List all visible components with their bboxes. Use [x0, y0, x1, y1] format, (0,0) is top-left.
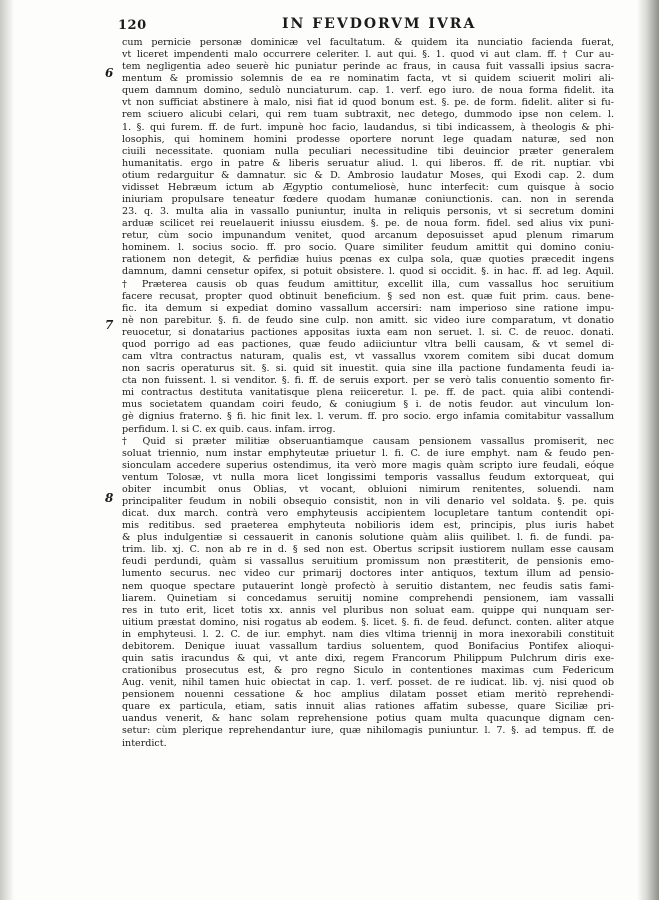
text-line: non sacris operaturus sit. §. si. quid sit inuestit. quia sine illa pactione fundamenta feudi ia-: [122, 363, 614, 375]
text-line: † Præterea causis ob quas feudum amittitur, excellit illa, cum vassallus hoc seruitium: [122, 278, 614, 290]
text-line: lumento securus. nec video cur primarij doctores inter antiquos, textum illum ad pensio-: [122, 568, 614, 580]
text-line: liarem. Quinetiam si concedamus seruitij nomine comprehendi pensionem, iam vassalli: [122, 592, 614, 604]
page-right-edge: [637, 0, 659, 900]
text-line: interdict.: [122, 737, 167, 749]
text-line: tem negligentia adeo seuerè hic puniatur perinde ac fraus, in causa fuit vassalli ipsius sacra-: [122, 61, 614, 73]
text-line: mentum & promissio solemnis de ea re nominatim facta, vt si quidem sciuerit moliri ali-: [122, 73, 614, 85]
text-line: fic. ita demum si expediat domino vassallum accersiri: nam imperioso sine ratione impu-: [122, 302, 614, 314]
text-line: mis reditibus. sed praeterea emphyteuta nobilioris idem est, principis, plus iuris habet: [122, 520, 614, 532]
text-line: nem quoque spectare putauerint longè profectò à seruitio distantem, nec feudis satis fami-: [122, 580, 614, 592]
margin-number-6: 6: [105, 66, 114, 80]
text-line: uandus venerit, & hanc solam reprehensione potius quam multa quacunque dignam cen-: [122, 713, 614, 725]
text-line: dicat. dux march. contrà vero emphyteusis accipientem locupletare tantum contendit opi-: [122, 508, 614, 520]
text-line: soluat triennio, num instar emphyteutæ priuetur l. fi. C. de iure emphyt. nam & feudo pen-: [122, 447, 614, 459]
text-line: debitorem. Denique iuuat vassallum tardius soluentem, quod Bonifacius Pontifex alioqui-: [122, 640, 614, 652]
text-line: nè non parebitur. §. fi. de feudo sine culp. non amitt. sic video iure comparatum, vt donatio: [122, 314, 614, 326]
text-line: Aug. venit, nihil tamen huic obiectat in cap. 1. verf. posset. de re iudicat. lib. vj. nisi quod ob: [122, 677, 614, 689]
text-line: 1. §. qui furem. ff. de furt. impunè hoc facio, laudandus, si tibi indicassem, à theologis & phi-: [122, 121, 614, 133]
text-line: vt non sufficiat abstinere à malo, nisi fiat id quod bonum est. §. pe. de form. fidelit. aliter si fu-: [122, 97, 614, 109]
text-line: iniuriam propulsare teneatur fœdere quodam humanæ coniunctionis. can. non in serenda: [122, 194, 614, 206]
text-line: vidisset Hebræum ictum ab Ægyptio contumeliosè, hunc interfecit: cum quisque à socio: [122, 181, 614, 193]
text-line: reuocetur, si donatarius pactiones appositas iuxta eam non seruet. l. si. C. de reuoc. donati.: [122, 326, 614, 338]
text-line: cam vltra contractus naturam, qualis est, vt vassallus vxorem comitem sibi ducat domum: [122, 351, 614, 363]
text-line: ciuili necessitate. quoniam nulla peculiari necessitudine tibi deuincior præter generalem: [122, 145, 614, 157]
text-line: facere recusat, propter quod obtinuit beneficium. § sed non est. quæ fuit prim. caus. bene-: [122, 290, 614, 302]
text-line: pensionem nouenni cessatione & hoc amplius dilatam posset etiam meritò reprehendi-: [122, 689, 614, 701]
text-line: res in tuto erit, licet totis xx. annis vel pluribus non soluat eam. quippe qui nunquam ser-: [122, 604, 614, 616]
text-line: 23. q. 3. multa alia in vassallo puniuntur, inulta in reliquis personis, vt si secretum domini: [122, 206, 614, 218]
text-line: arduæ scilicet rei reuelauerit iniussu eiusdem. §. pe. de noua form. fidel. sed alius vix puni-: [122, 218, 614, 230]
text-line: † Quid si præter militiæ obseruantiamque causam pensionem vassallus promiserit, nec: [122, 435, 614, 447]
text-line: in emphyteusi. l. 2. C. de iur. emphyt. nam dies vltima triennij in mora inexorabili constituit: [122, 628, 614, 640]
text-line: mi contractus destituta vanitatisque plena reiiceretur. l. pe. ff. de pact. quia alibi contendi-: [122, 387, 614, 399]
text-line: humanitatis. ergo in patre & liberis seruatur aliud. l. qui liberos. ff. de rit. nuptiar. vbi: [122, 157, 614, 169]
text-line: retur, cùm socio impunandum venitet, quod arcanum deposuisset apud plenum rimarum: [122, 230, 614, 242]
margin-number-8: 8: [105, 491, 114, 505]
text-line: sionculam accedere superius ostendimus, ita verò more magis quàm scripto iure feudali, eóque: [122, 459, 614, 471]
page-number: 120: [118, 18, 147, 33]
text-line: uitium præstat domino, nisi rogatus ab eodem. §. licet. §. fi. de feud. defunct. conten. aliter atque: [122, 616, 614, 628]
text-line: mus societatem quandam coiri feudo, & coniugium § i. de notis feudor. aut vinculum lon-: [122, 399, 614, 411]
text-line: & plus indulgentiæ si cessauerit in canonis solutione quàm aliis quilibet. l. fi. de fundi. pa-: [122, 532, 614, 544]
text-line: gè dignius fraterno. § fi. hic finit lex. l. verum. ff. pro socio. ergo infamia comitabitur vassallum: [122, 411, 614, 423]
text-line: quod porrigo ad eas pactiones, quæ feudo adiiciuntur vltra belli causam, & vt semel di-: [122, 338, 614, 350]
page-left-shadow: [0, 0, 14, 900]
margin-number-7: 7: [105, 318, 114, 332]
text-line: obiter incumbit onus Oblias, vt vocant, obluioni nimirum renitentes, soluendi. nam: [122, 483, 614, 495]
text-line: quare ex particula, etiam, satis innuit alias rationes affatim subesse, quare Siciliæ pri-: [122, 701, 614, 713]
text-line: feudi perdundi, quàm si vassallus seruitium promissum non præstiterit, de pensionis emo-: [122, 556, 614, 568]
text-line: hominem. l. socius socio. ff. pro socio. Quare similiter feudum amittit qui domino coniu-: [122, 242, 614, 254]
text-line: quem damnum domino, sedulò nunciaturum. cap. 1. verf. ego iuro. de noua forma fidelit. ita: [122, 85, 614, 97]
running-title: IN FEVDORVM IVRA: [282, 16, 477, 32]
text-line: setur: cùm plerique reprehendantur iure, quæ nihilomagis puniuntur. l. 7. §. ad tempus. ff. de: [122, 725, 614, 737]
text-line: cta non fuissent. l. si venditor. §. fi. ff. de seruis export. per se verò talis conuentio somento fir-: [122, 375, 614, 387]
text-line: damnum, damni censetur opifex, si potuit obsistere. l. quod si occidit. §. in hac. ff. ad leg. Aquil.: [122, 266, 614, 278]
text-line: perfidum. l. si C. ex quib. caus. infam. irrog.: [122, 423, 336, 435]
main-text-block: [122, 37, 614, 750]
text-line: ventum Tolosæ, vt nulla mora licet longissimi temporis vassallus feudum extorqueat, qui: [122, 471, 614, 483]
text-line: quin satis iracundus & qui, vt ante dixi, regem Francorum Philippum Pulchrum diris exe-: [122, 652, 614, 664]
text-line: cum pernicie personæ dominicæ vel facultatum. & quidem ita nunciatio facienda fuerat,: [122, 37, 614, 48]
text-line: losophis, qui hominem homini prodesse oportere norunt lege quadam naturæ, sed non: [122, 133, 614, 145]
text-line: otium redarguitur & damnatur. sic & D. Ambrosio laudatur Moses, qui Exodi cap. 2. dum: [122, 169, 614, 181]
text-line: rationem non detegit, & perfidiæ huius pœnas ex culpa sola, quæ quoties præcedit ingens: [122, 254, 614, 266]
text-line: trim. lib. xj. C. non ab re in d. § sed non est. Obertus scripsit iustiorem nullam esse causam: [122, 544, 614, 556]
text-line: vt liceret impendenti malo occurrere celeriter. l. aut qui. §. 1. quod vi aut clam. ff. † Cur au-: [122, 49, 614, 61]
text-line: rem sciuero alicubi celari, qui rem tuam subtraxit, nec detego, dummodo ipse non celem. l.: [122, 109, 614, 121]
text-line: principaliter feudum in nobili obsequio consistit, non in vili denario vel soldata. §. pe. quis: [122, 495, 614, 507]
text-line: crationibus prosecutus est, & pro regno Siculo in contentiones maximas cum Federicum: [122, 665, 614, 677]
